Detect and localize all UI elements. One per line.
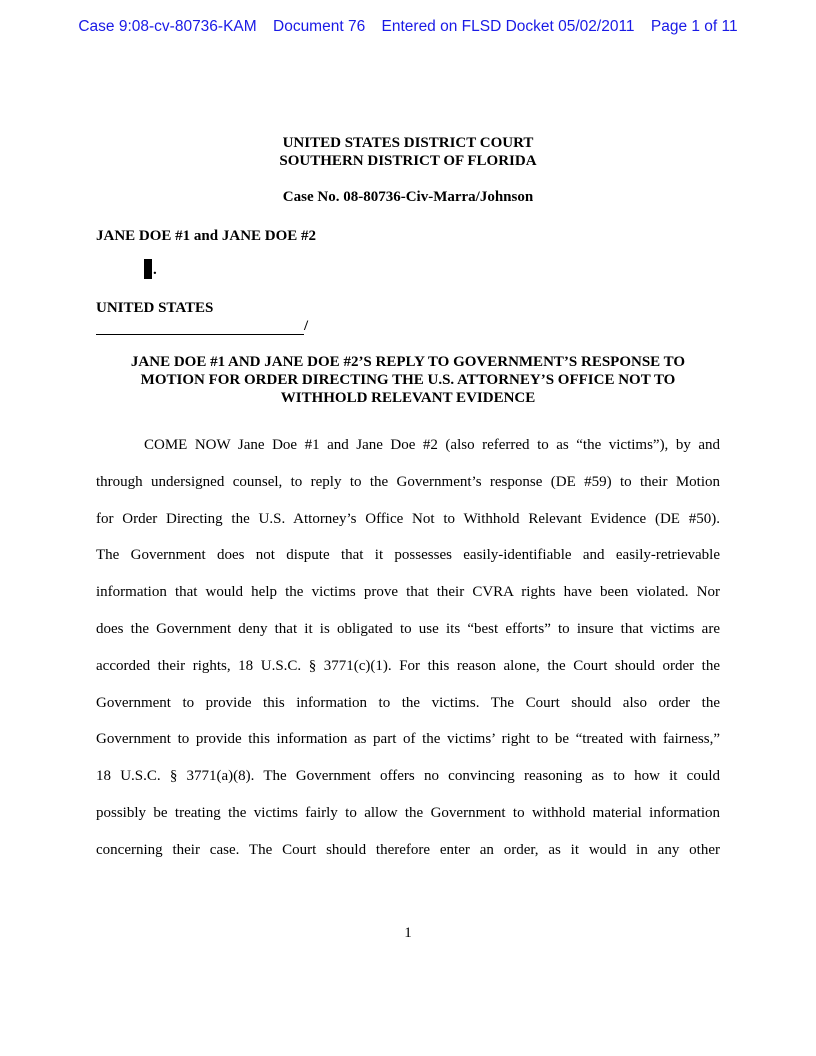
redaction-row: [144, 259, 157, 279]
defendant-caption: UNITED STATES: [96, 300, 214, 316]
body-line: The Government does not dispute that it possesses easily-identifiable and easily-retrievable: [96, 547, 720, 564]
body-line: COME NOW Jane Doe #1 and Jane Doe #2 (also referred to as “the victims”), by and: [144, 437, 720, 453]
docket-case-number: Case 9:08-cv-80736-KAM: [78, 18, 257, 35]
case-number: Case No. 08-80736-Civ-Marra/Johnson: [282, 189, 534, 205]
docket-page-count: Page 1 of 11: [650, 18, 738, 35]
body-line: 18 U.S.C. § 3771(a)(8). The Government offers no convincing reasoning as to how it could: [96, 768, 720, 785]
title-line: JANE DOE #1 AND JANE DOE #2’S REPLY TO GOVERNMENT’S RESPONSE TO: [130, 354, 686, 370]
body-line: does the Government deny that it is obligated to use its “best efforts” to insure that victims are: [96, 620, 720, 637]
body-line: accorded their rights, 18 U.S.C. § 3771(c)(1). For this reason alone, the Court should order the: [96, 657, 720, 674]
court-name: UNITED STATES DISTRICT COURT: [282, 135, 534, 151]
title-line: WITHHOLD RELEVANT EVIDENCE: [280, 390, 536, 406]
court-district: SOUTHERN DISTRICT OF FLORIDA: [279, 153, 537, 169]
document-title: [96, 353, 720, 407]
caption-underline: [96, 318, 308, 335]
plaintiffs-caption: JANE DOE #1 and JANE DOE #2: [96, 228, 317, 244]
body-line: Government to provide this information as part of the victims’ right to be “treated with fairness,”: [96, 731, 720, 748]
body-line: information that would help the victims prove that their CVRA rights have been violated. Nor: [96, 584, 720, 601]
docket-entered-date: Entered on FLSD Docket 05/02/2011: [381, 18, 635, 35]
body-paragraph: [96, 427, 720, 869]
redaction-block: [144, 259, 152, 279]
body-line: possibly be treating the victims fairly to allow the Government to withhold material information: [96, 804, 720, 821]
body-line: through undersigned counsel, to reply to the Government’s response (DE #59) to their Motion: [96, 473, 720, 490]
underline-bar: [96, 318, 304, 335]
docket-header-stamp: [0, 18, 816, 36]
title-line: MOTION FOR ORDER DIRECTING THE U.S. ATTORNEY’S OFFICE NOT TO: [140, 372, 676, 388]
body-line: Government to provide this information to the victims. The Court should also order the: [96, 694, 720, 711]
redaction-suffix: .: [153, 262, 157, 278]
page-number: 1: [404, 925, 412, 941]
body-line: concerning their case. The Court should therefore enter an order, as it would in any other: [96, 841, 720, 858]
body-line: for Order Directing the U.S. Attorney’s Office Not to Withhold Relevant Evidence (DE #50).: [96, 510, 720, 527]
docket-document-number: Document 76: [273, 18, 366, 35]
court-heading: [0, 134, 816, 170]
underline-suffix: /: [304, 318, 309, 334]
